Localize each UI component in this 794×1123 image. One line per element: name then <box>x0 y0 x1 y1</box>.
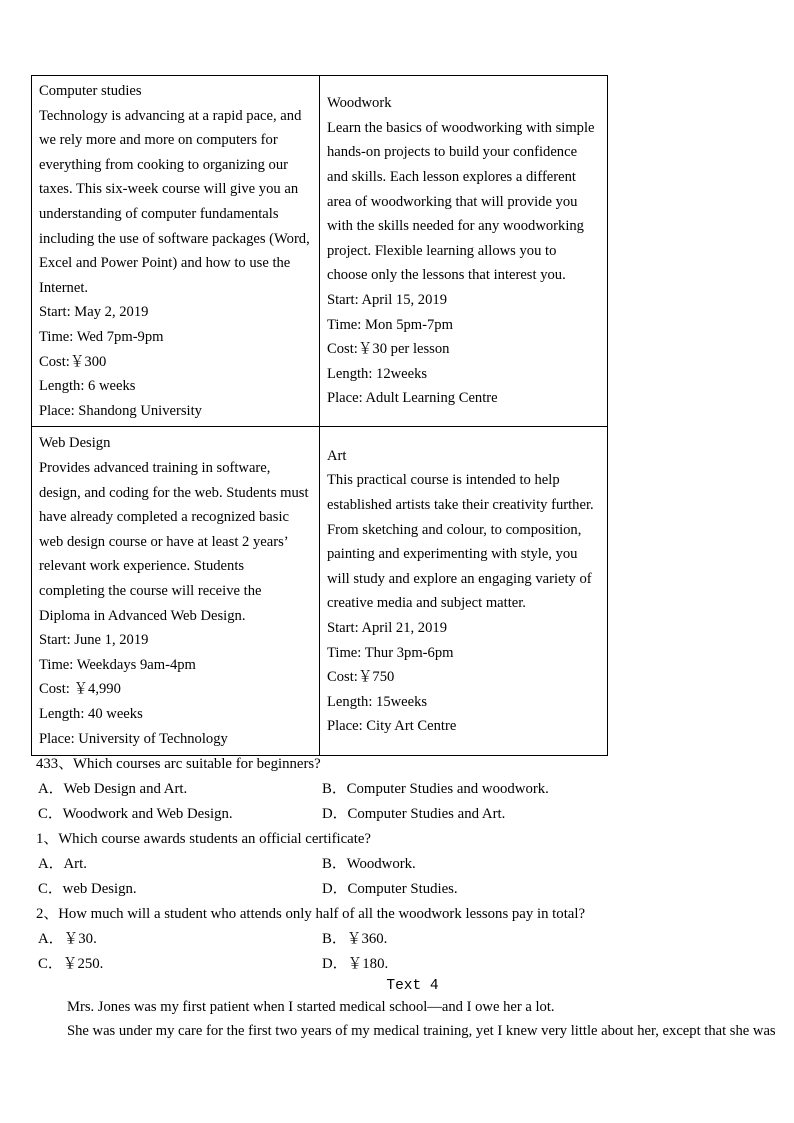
passage-heading: Text 4 <box>386 978 439 994</box>
course-place: Place: Adult Learning Centre <box>327 390 498 407</box>
options-row <box>31 952 776 977</box>
course-title: Web Design <box>39 435 111 452</box>
table-row <box>32 76 608 427</box>
question-1 <box>31 827 776 902</box>
options-row <box>31 877 776 902</box>
question-2 <box>31 902 776 977</box>
question-text: Which course awards students an official certificate? <box>58 831 371 847</box>
option-d: D．￥180. <box>322 956 389 972</box>
option-b: B．Computer Studies and woodwork. <box>322 781 549 797</box>
course-place: Place: University of Technology <box>39 730 228 747</box>
course-title: Computer studies <box>39 83 142 99</box>
passage-paragraph: She was under my care for the first two years of my medical training, yet I knew very little about her, except that she was <box>67 1023 776 1039</box>
course-start: Start: June 1, 2019 <box>39 632 149 649</box>
question-number: 1、 <box>36 831 59 847</box>
course-cost: Cost:￥300 <box>39 353 107 370</box>
questions-section <box>31 752 776 977</box>
passage-section <box>31 977 794 1043</box>
course-length: Length: 12weeks <box>327 365 428 382</box>
course-title: Art <box>327 447 347 464</box>
course-title: Woodwork <box>327 95 392 112</box>
course-cell-computer-studies <box>32 76 320 427</box>
course-description: This practical course is intended to help established artists take their creativity further. From sketching and colour, to composition, painting and experimenting with style, you will study and explore an engaging variety of creative media and subject matter. <box>327 472 594 612</box>
course-start: Start: May 2, 2019 <box>39 304 149 321</box>
course-time: Time: Thur 3pm-6pm <box>327 644 454 661</box>
course-length: Length: 6 weeks <box>39 378 136 395</box>
question-text: How much will a student who attends only half of all the woodwork lessons pay in total? <box>58 906 586 922</box>
option-c: C．web Design. <box>38 881 137 897</box>
course-cell-art <box>320 427 608 756</box>
course-cost: Cost: ￥4,990 <box>39 681 121 698</box>
option-a: A．￥30. <box>38 931 97 947</box>
option-d: D．Computer Studies and Art. <box>322 806 506 822</box>
question-text: Which courses arc suitable for beginners? <box>73 756 321 772</box>
options-row <box>31 802 776 827</box>
course-place: Place: Shandong University <box>39 402 202 419</box>
course-length: Length: 15weeks <box>327 693 428 710</box>
course-place: Place: City Art Centre <box>327 718 457 735</box>
option-b: B．￥360. <box>322 931 388 947</box>
question-line <box>31 902 776 927</box>
option-a: A．Web Design and Art. <box>38 781 188 797</box>
option-b: B．Woodwork. <box>322 856 416 872</box>
option-c: C．￥250. <box>38 956 104 972</box>
passage-paragraph: Mrs. Jones was my first patient when I started medical school—and I owe her a lot. <box>67 999 555 1015</box>
question-number: 2、 <box>36 906 59 922</box>
course-time: Time: Weekdays 9am-4pm <box>39 656 196 673</box>
options-row <box>31 927 776 952</box>
options-row <box>31 777 776 802</box>
course-time: Time: Mon 5pm-7pm <box>327 316 453 333</box>
table-row <box>32 427 608 756</box>
course-cost: Cost:￥750 <box>327 669 395 686</box>
question-line <box>31 827 776 852</box>
course-description: Learn the basics of woodworking with simple hands-on projects to build your confidence and skills. Each lesson explores a different area of woodworking that will provide you with the skills needed for any woodworking project. Flexible learning allows you to choose only the lessons that interest you. <box>327 119 595 284</box>
option-d: D．Computer Studies. <box>322 881 458 897</box>
course-cost: Cost:￥30 per lesson <box>327 341 450 358</box>
question-line <box>31 752 776 777</box>
course-time: Time: Wed 7pm-9pm <box>39 328 164 345</box>
course-table <box>31 75 608 756</box>
course-description: Technology is advancing at a rapid pace, and we rely more and more on computers for everything from cooking to organizing our taxes. This six-week course will give you an understanding of computer fundamentals including the use of software packages (Word, Excel and Power Point) and how to use the Internet. <box>39 107 310 296</box>
option-c: C．Woodwork and Web Design. <box>38 806 233 822</box>
course-start: Start: April 15, 2019 <box>327 292 447 309</box>
question-number: 433、 <box>36 756 73 772</box>
question-433 <box>31 752 776 827</box>
course-description: Provides advanced training in software, design, and coding for the web. Students must have already completed a recognized basic web design course or have at least 2 years’ relevant work experience. Students completing the course will receive the Diploma in Advanced Web Design. <box>39 460 309 624</box>
course-cell-woodwork <box>320 76 608 427</box>
course-start: Start: April 21, 2019 <box>327 619 447 636</box>
course-length: Length: 40 weeks <box>39 705 143 722</box>
options-row <box>31 852 776 877</box>
course-cell-web-design <box>32 427 320 756</box>
option-a: A．Art. <box>38 856 87 872</box>
